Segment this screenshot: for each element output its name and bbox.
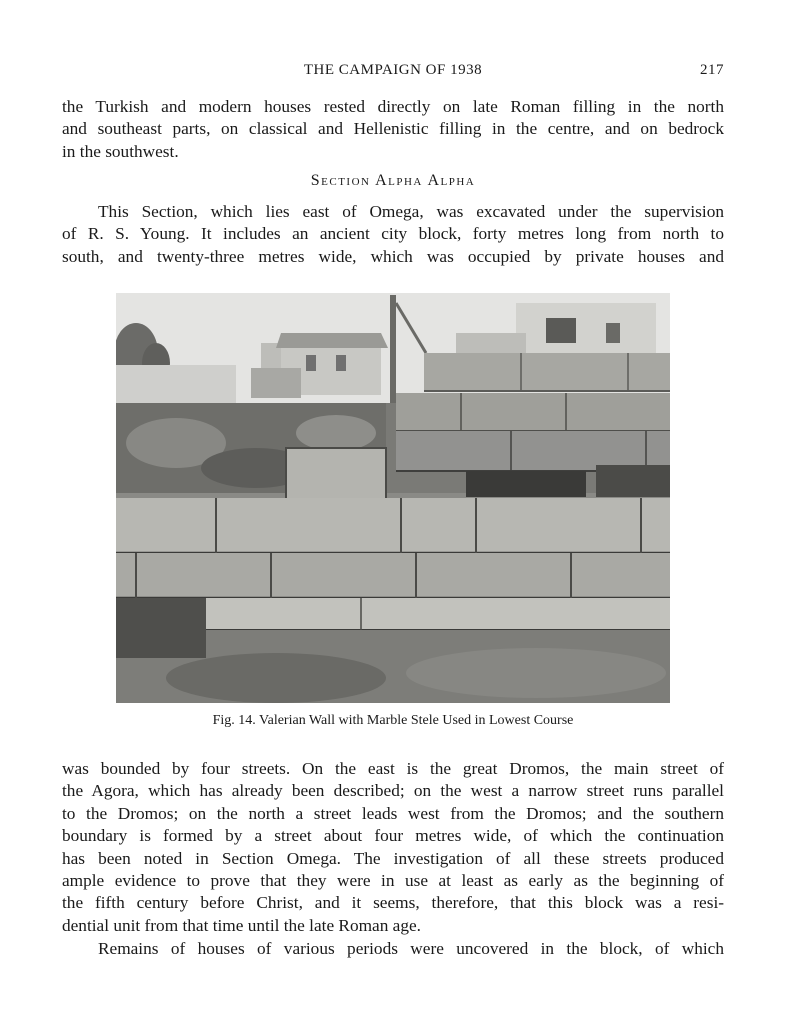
valerian-wall-photo [116, 293, 670, 703]
section-paragraph-3 [62, 938, 724, 960]
text-line: and southeast parts, on classical and Hellenistic filling in the centre, and on bedrock [62, 119, 724, 139]
figure-photograph [116, 293, 670, 703]
running-title: THE CAMPAIGN OF 1938 [303, 62, 483, 78]
text-line: south, and twenty-three metres wide, which was occupied by private houses and [62, 246, 724, 266]
page-number: 217 [700, 62, 724, 78]
text-line: dential unit from that time until the late Roman age. [62, 915, 421, 935]
text-line: boundary is formed by a street about four metres wide, of which the continuation [62, 826, 724, 846]
page-header [62, 62, 724, 84]
text-line: Remains of houses of various periods were uncovered in the block, of which [98, 939, 724, 958]
text-line: was bounded by four streets. On the east is the great Dromos, the main street of [62, 759, 724, 778]
text-line: This Section, which lies east of Omega, was excavated under the supervision [98, 202, 724, 221]
text-line: has been noted in Section Omega. The investigation of all these streets produced [62, 848, 724, 868]
text-line: the fifth century before Christ, and it seems, therefore, that this block was a resi- [62, 893, 724, 913]
section-heading: Section Alpha Alpha [310, 172, 476, 189]
figure-caption: Fig. 14. Valerian Wall with Marble Stele Used in Lowest Course [212, 713, 574, 728]
text-line: in the southwest. [62, 141, 179, 161]
section-paragraph-1 [62, 201, 724, 268]
text-line: the Agora, which has already been described; on the west a narrow street runs parallel [62, 781, 724, 801]
text-line: the Turkish and modern houses rested directly on late Roman filling in the north [62, 97, 724, 116]
text-line: to the Dromos; on the north a street leads west from the Dromos; and the southern [62, 803, 724, 823]
intro-paragraph [62, 96, 724, 163]
section-paragraph-2 [62, 758, 724, 937]
text-line: ample evidence to prove that they were in use at least as early as the beginning of [62, 871, 724, 891]
text-line: of R. S. Young. It includes an ancient city block, forty metres long from north to [62, 224, 724, 244]
